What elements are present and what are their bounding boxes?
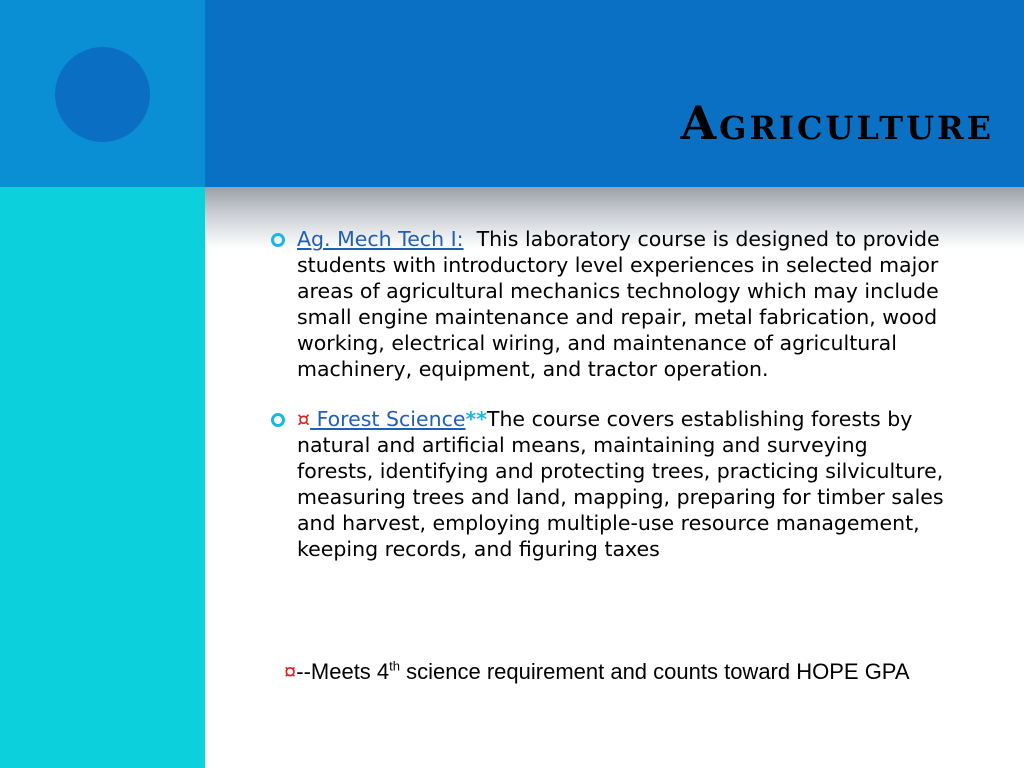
- footnote-symbol: ¤: [284, 659, 297, 684]
- currency-symbol: ¤: [297, 407, 311, 431]
- slide-title: Agriculture: [680, 96, 994, 150]
- ag-mech-tech-link[interactable]: Ag. Mech Tech I:: [297, 227, 464, 251]
- bullet-text: This laboratory course is designed to provide students with introductory level experiences in selected major areas of agricultural mechanics technology which may include small engine maintenance and repair, metal fabrication, wood working, electrical wiring, and maintenance of agricultural machinery, equipment, and tractor operation.: [297, 227, 947, 381]
- bullet-text: The course covers establishing forests by natural and artificial means, maintaining and surveying forests, identifying and protecting trees, practicing silviculture, measuring trees and land, mapping, preparing for timber sales and harvest, employing multiple-use resource management, keeping records, and figuring taxes: [297, 407, 944, 561]
- bullet-circle-icon: [271, 413, 285, 427]
- left-bottom-panel: [0, 187, 205, 768]
- bullet-ag-mech-tech: [270, 226, 950, 382]
- bullet-list: [270, 226, 950, 562]
- footnote-text-after: science requirement and counts toward HOPE GPA: [400, 659, 910, 684]
- decorative-circle: [55, 47, 150, 142]
- footnote-superscript: th: [389, 658, 401, 674]
- forest-science-link[interactable]: Forest Science: [310, 407, 466, 431]
- footnote-text-before: --Meets 4: [296, 659, 390, 684]
- asterisks: **: [465, 407, 487, 431]
- bullet-forest-science: [270, 406, 950, 562]
- bullet-circle-icon: [271, 233, 285, 247]
- footnote: [284, 657, 974, 686]
- title-bar: [205, 0, 1024, 187]
